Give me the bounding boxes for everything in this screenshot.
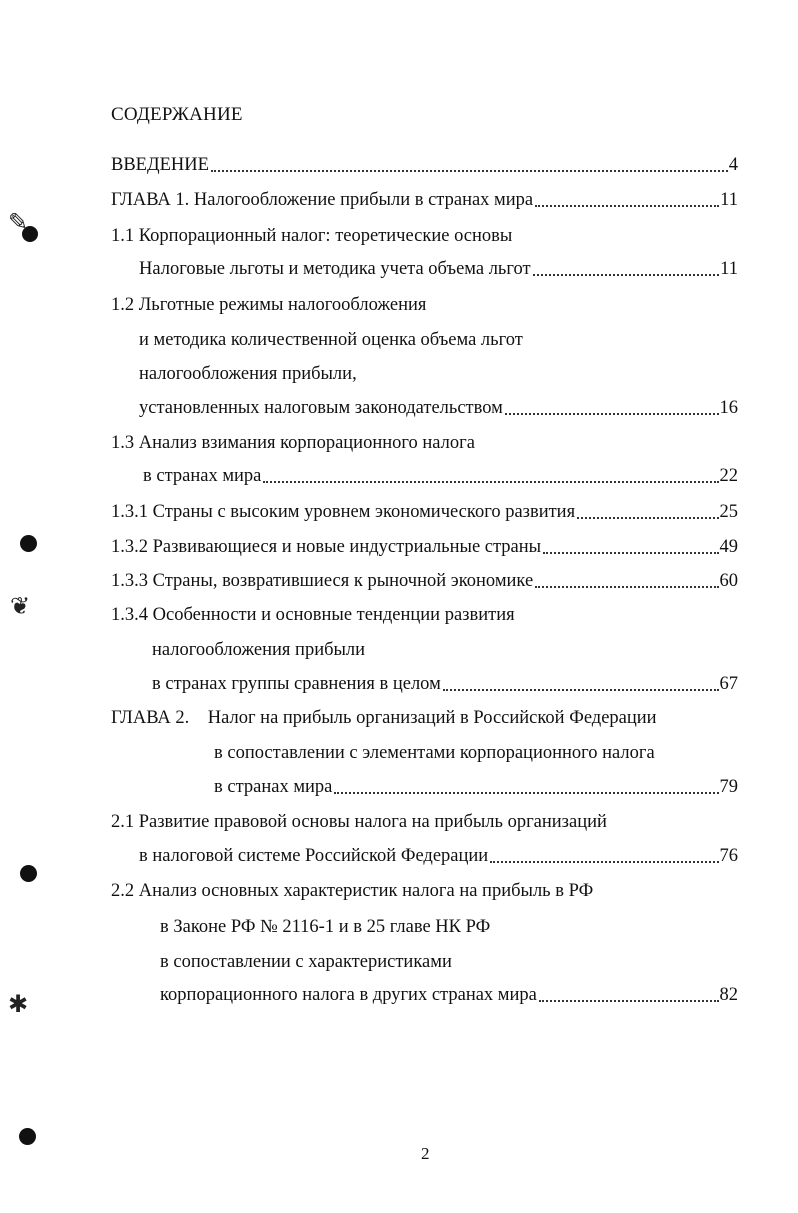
toc-entry bbox=[111, 497, 738, 523]
toc-entry-text: в странах группы сравнения в целом bbox=[152, 674, 441, 694]
leader-dots bbox=[443, 675, 719, 691]
toc-entry bbox=[139, 841, 738, 867]
toc-entry-page: 11 bbox=[720, 190, 738, 210]
toc-entry-page: 16 bbox=[719, 398, 738, 418]
leader-dots bbox=[535, 572, 718, 588]
toc-heading: СОДЕРЖАНИЕ bbox=[111, 104, 243, 125]
toc-entry-text: в странах мира bbox=[214, 777, 333, 797]
toc-entry bbox=[139, 254, 738, 280]
toc-entry-text: 1.1 Корпорационный налог: теоретические основы bbox=[111, 226, 513, 246]
leader-dots bbox=[263, 467, 718, 483]
toc-entry-text: налогообложения прибыли, bbox=[139, 364, 357, 384]
toc-entry-text: установленных налоговым законодательством bbox=[139, 398, 503, 418]
toc-entry-page: 4 bbox=[728, 155, 738, 175]
toc-entry-text: 1.2 Льготные режимы налогообложения bbox=[111, 295, 427, 315]
toc-entry-text: и методика количественной оценка объема льгот bbox=[139, 330, 523, 350]
leader-dots bbox=[535, 191, 719, 207]
leader-dots bbox=[211, 156, 728, 172]
toc-entry-page: 79 bbox=[719, 777, 738, 797]
toc-entry-text: 1.3.3 Страны, возвратившиеся к рыночной экономике bbox=[111, 571, 534, 591]
binder-hole-mark bbox=[20, 535, 37, 552]
ink-blot-icon: ✎ bbox=[8, 208, 29, 236]
ink-blot-icon: ✱ bbox=[8, 990, 29, 1018]
toc-entry-page: 11 bbox=[720, 259, 738, 279]
toc-entry-text: корпорационного налога в других странах мира bbox=[160, 985, 537, 1005]
toc-entry bbox=[139, 393, 738, 419]
toc-entry-page: 60 bbox=[719, 571, 738, 591]
toc-entry-page: 49 bbox=[719, 537, 738, 557]
toc-entry-text: 2.1 Развитие правовой основы налога на прибыль организаций bbox=[111, 812, 607, 832]
toc-entry-text: налогообложения прибыли bbox=[152, 640, 366, 660]
leader-dots bbox=[533, 260, 720, 276]
toc-entry-text: 1.3.1 Страны с высоким уровнем экономического развития bbox=[111, 502, 576, 522]
toc-entry bbox=[111, 150, 738, 176]
toc-entry-text: в Законе РФ № 2116-1 и в 25 главе НК РФ bbox=[160, 917, 491, 937]
toc-entry-text: ВВЕДЕНИЕ bbox=[111, 155, 209, 175]
toc-entry bbox=[160, 980, 738, 1006]
binder-hole-mark bbox=[19, 1128, 36, 1145]
toc-entry-page: 76 bbox=[719, 846, 738, 866]
page-number: 2 bbox=[421, 1144, 430, 1163]
toc-entry-text: 2.2 Анализ основных характеристик налога на прибыль в РФ bbox=[111, 881, 594, 901]
toc-entry-text: ГЛАВА 1. Налогообложение прибыли в странах мира bbox=[111, 190, 534, 210]
toc-entry-text: Налоговые льготы и методика учета объема льгот bbox=[139, 259, 531, 279]
leader-dots bbox=[505, 399, 719, 415]
toc-entry bbox=[143, 461, 738, 487]
toc-entry-page: 82 bbox=[719, 985, 738, 1005]
binder-hole-mark bbox=[20, 865, 37, 882]
toc-entry-page: 67 bbox=[719, 674, 738, 694]
toc-entry bbox=[111, 532, 738, 558]
toc-entry-text: ГЛАВА 2. Налог на прибыль организаций в Российской Федерации bbox=[111, 708, 657, 728]
leader-dots bbox=[490, 847, 718, 863]
toc-entry-text: в налоговой системе Российской Федерации bbox=[139, 846, 489, 866]
toc-entry-text: в сопоставлении с характеристиками bbox=[160, 952, 452, 972]
leader-dots bbox=[543, 538, 718, 554]
leader-dots bbox=[577, 503, 718, 519]
toc-entry-text: 1.3.2 Развивающиеся и новые индустриальные страны bbox=[111, 537, 542, 557]
toc-entry bbox=[111, 185, 738, 211]
leader-dots bbox=[334, 778, 718, 794]
leader-dots bbox=[539, 986, 719, 1002]
toc-entry-text: 1.3 Анализ взимания корпорационного налога bbox=[111, 433, 475, 453]
toc-entry bbox=[152, 669, 738, 695]
toc-entry-page: 22 bbox=[719, 466, 738, 486]
toc-entry bbox=[111, 566, 738, 592]
toc-entry-text: в сопоставлении с элементами корпорационного налога bbox=[214, 743, 655, 763]
toc-entry-text: 1.3.4 Особенности и основные тенденции развития bbox=[111, 605, 515, 625]
ink-blot-icon: ❦ bbox=[10, 592, 31, 620]
toc-entry bbox=[214, 772, 738, 798]
toc-entry-text: в странах мира bbox=[143, 466, 262, 486]
toc-entry-page: 25 bbox=[719, 502, 738, 522]
